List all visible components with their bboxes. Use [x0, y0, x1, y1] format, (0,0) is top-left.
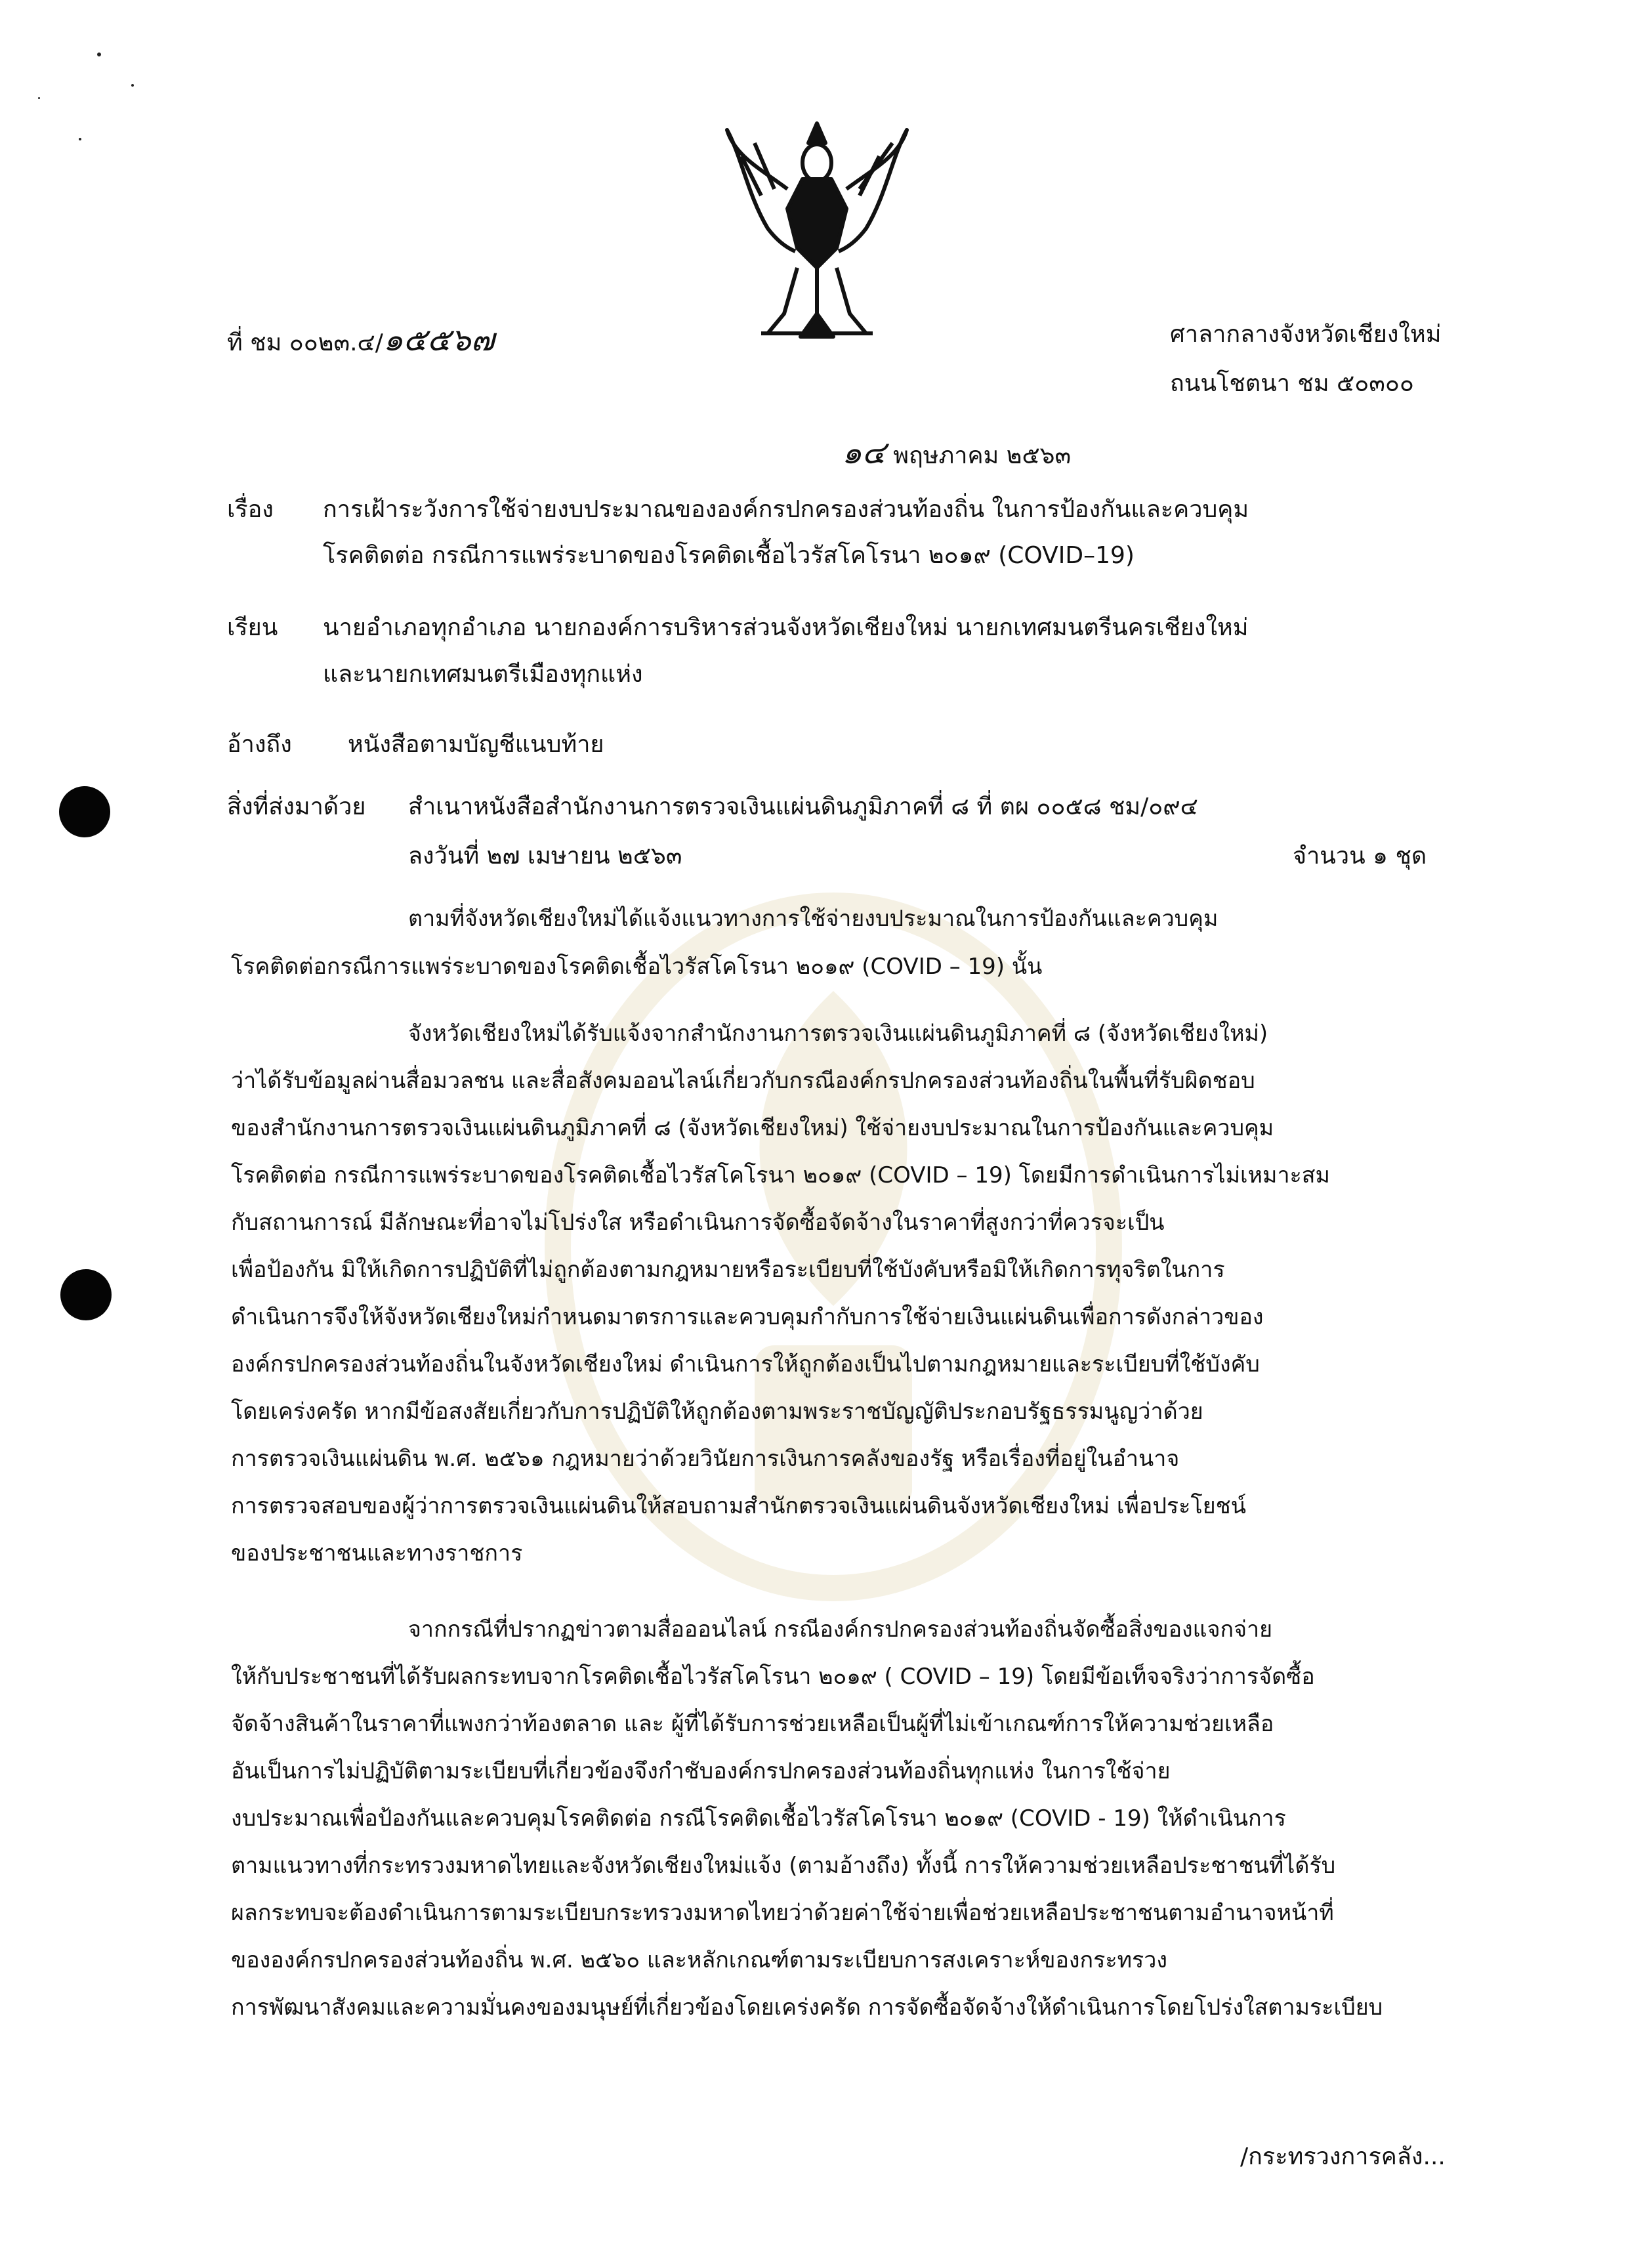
document-date [842, 436, 1071, 472]
paragraph-3-line: ให้กับประชาชนที่ได้รับผลกระทบจากโรคติดเชื้อไวรัสโคโรนา ๒๐๑๙ ( COVID – 19) โดยมีข้อเท็จจริงว่าการจัดซื้อ [231, 1664, 1315, 1690]
sender-address: ถนนโชตนา ชม ๕๐๓๐๐ [1170, 370, 1414, 397]
document-number [227, 324, 495, 360]
paragraph-3-line: งบประมาณเพื่อป้องกันและควบคุมโรคติดต่อ กรณีโรคติดเชื้อไวรัสโคโรนา ๒๐๑๙ (COVID - 19) ให้ดำเนินการ [231, 1805, 1286, 1832]
paragraph-2-line: เพื่อป้องกัน มิให้เกิดการปฏิบัติที่ไม่ถูกต้องตามกฎหมายหรือระเบียบที่ใช้บังคับหรือมิให้เกิดการทุจริตในการ [231, 1257, 1225, 1283]
paragraph-2-line: โดยเคร่งครัด หากมีข้อสงสัยเกี่ยวกับการปฏิบัติให้ถูกต้องตามพระราชบัญญัติประกอบรัฐธรรมนูญว่าด้วย [231, 1398, 1203, 1425]
continuation-marker: /กระทรวงการคลัง... [1240, 2143, 1446, 2170]
paragraph-1-line: โรคติดต่อกรณีการแพร่ระบาดของโรคติดเชื้อไวรัสโคโรนา ๒๐๑๙ (COVID – 19) นั้น [231, 954, 1043, 980]
subject-line-1: การเฝ้าระวังการใช้จ่ายงบประมาณขององค์กรปกครองส่วนท้องถิ่น ในการป้องกันและควบคุม [323, 496, 1249, 523]
subject-line-2: โรคติดต่อ กรณีการแพร่ระบาดของโรคติดเชื้อไวรัสโคโรนา ๒๐๑๙ (COVID–19) [323, 542, 1135, 569]
scan-speck [38, 97, 40, 99]
paragraph-3-line: จัดจ้างสินค้าในราคาที่แพงกว่าท้องตลาด และ ผู้ที่ได้รับการช่วยเหลือเป็นผู้ที่ไม่เข้าเกณฑ์การให้ความช่วยเหลือ [231, 1711, 1274, 1737]
paragraph-3-line: การพัฒนาสังคมและความมั่นคงของมนุษย์ที่เกี่ยวข้องโดยเคร่งครัด การจัดซื้อจัดจ้างให้ดำเนินการโดยโปร่งใสตามระเบียบ [231, 1994, 1383, 2021]
paragraph-3-line: ขององค์กรปกครองส่วนท้องถิ่น พ.ศ. ๒๕๖๐ และหลักเกณฑ์ตามระเบียบการสงเคราะห์ของกระทรวง [231, 1947, 1167, 1973]
enclosure-line-1: สำเนาหนังสือสำนักงานการตรวจเงินแผ่นดินภูมิภาคที่ ๘ ที่ ตผ ๐๐๕๘ ชม/๐๙๔ [408, 793, 1198, 820]
date-day-handwritten: ๑๔ [842, 434, 886, 471]
paragraph-2-line: องค์กรปกครองส่วนท้องถิ่นในจังหวัดเชียงใหม่ ดำเนินการให้ถูกต้องเป็นไปตามกฎหมายและระเบียบที่ใช้บังคับ [231, 1351, 1260, 1377]
reference-label: อ้างถึง [227, 731, 292, 758]
paragraph-2-line: ของประชาชนและทางราชการ [231, 1540, 523, 1566]
reference-text: หนังสือตามบัญชีแนบท้าย [348, 731, 604, 758]
paragraph-1-line: ตามที่จังหวัดเชียงใหม่ได้แจ้งแนวทางการใช้จ่ายงบประมาณในการป้องกันและควบคุม [408, 906, 1219, 932]
paragraph-2-line: การตรวจเงินแผ่นดิน พ.ศ. ๒๕๖๑ กฎหมายว่าด้วยวินัยการเงินการคลังของรัฐ หรือเรื่องที่อยู่ในอำนาจ [231, 1446, 1180, 1472]
subject-label: เรื่อง [227, 496, 274, 523]
recipient-line-1: นายอำเภอทุกอำเภอ นายกองค์การบริหารส่วนจังหวัดเชียงใหม่ นายกเทศมนตรีนครเชียงใหม่ [323, 614, 1249, 641]
enclosure-label: สิ่งที่ส่งมาด้วย [227, 793, 366, 820]
paragraph-2-line: โรคติดต่อ กรณีการแพร่ระบาดของโรคติดเชื้อไวรัสโคโรนา ๒๐๑๙ (COVID – 19) โดยมีการดำเนินการไม่เหมาะสม [231, 1162, 1330, 1188]
paragraph-2-line: ดำเนินการจึงให้จังหวัดเชียงใหม่กำหนดมาตรการและควบคุมกำกับการใช้จ่ายเงินแผ่นดินเพื่อการดังกล่าวของ [231, 1304, 1264, 1330]
paragraph-2-line: ว่าได้รับข้อมูลผ่านสื่อมวลชน และสื่อสังคมออนไลน์เกี่ยวกับกรณีองค์กรปกครองส่วนท้องถิ่นในพื้นที่รับผิดชอบ [231, 1068, 1255, 1094]
document-number-handwritten: ๑๕๕๖๗ [383, 322, 495, 358]
recipient-line-2: และนายกเทศมนตรีเมืองทุกแห่ง [323, 661, 643, 688]
paragraph-3-line: ตามแนวทางที่กระทรวงมหาดไทยและจังหวัดเชียงใหม่แจ้ง (ตามอ้างถึง) ทั้งนี้ การให้ความช่วยเหลือประชาชนที่ได้รับ [231, 1853, 1336, 1879]
paragraph-3-line: จากกรณีที่ปรากฏข่าวตามสื่อออนไลน์ กรณีองค์กรปกครองส่วนท้องถิ่นจัดซื้อสิ่งของแจกจ่าย [408, 1616, 1273, 1643]
enclosure-quantity: จำนวน ๑ ชุด [1293, 843, 1427, 870]
hole-punch [59, 786, 110, 837]
paragraph-2-line: การตรวจสอบของผู้ว่าการตรวจเงินแผ่นดินให้สอบถามสำนักตรวจเงินแผ่นดินจังหวัดเชียงใหม่ เพื่อประโยชน์ [231, 1493, 1246, 1519]
paragraph-2-line: จังหวัดเชียงใหม่ได้รับแจ้งจากสำนักงานการตรวจเงินแผ่นดินภูมิภาคที่ ๘ (จังหวัดเชียงใหม่) [408, 1020, 1268, 1047]
scan-speck [97, 52, 101, 56]
document-number-prefix: ที่ ชม ๐๐๒๓.๔/ [227, 329, 383, 356]
date-month-year: พฤษภาคม ๒๕๖๓ [893, 442, 1072, 469]
scan-speck [79, 138, 81, 140]
garuda-emblem-icon [722, 117, 912, 343]
paragraph-2-line: กับสถานการณ์ มีลักษณะที่อาจไม่โปร่งใส หรือดำเนินการจัดซื้อจัดจ้างในราคาที่สูงกว่าที่ควรจะเป็น [231, 1209, 1165, 1236]
recipient-label: เรียน [227, 614, 278, 641]
enclosure-line-2: ลงวันที่ ๒๗ เมษายน ๒๕๖๓ [408, 843, 682, 870]
paragraph-2-line: ของสำนักงานการตรวจเงินแผ่นดินภูมิภาคที่ ๘ (จังหวัดเชียงใหม่) ใช้จ่ายงบประมาณในการป้องกันและควบคุม [231, 1115, 1274, 1141]
sender-office: ศาลากลางจังหวัดเชียงใหม่ [1170, 321, 1442, 348]
paragraph-3-line: ผลกระทบจะต้องดำเนินการตามระเบียบกระทรวงมหาดไทยว่าด้วยค่าใช้จ่ายเพื่อช่วยเหลือประชาชนตามอำนาจหน้าที่ [231, 1900, 1334, 1926]
hole-punch [60, 1269, 112, 1320]
scan-speck [131, 84, 134, 87]
paragraph-3-line: อันเป็นการไม่ปฏิบัติตามระเบียบที่เกี่ยวข้องจึงกำชับองค์กรปกครองส่วนท้องถิ่นทุกแห่ง ในการใช้จ่าย [231, 1758, 1171, 1784]
